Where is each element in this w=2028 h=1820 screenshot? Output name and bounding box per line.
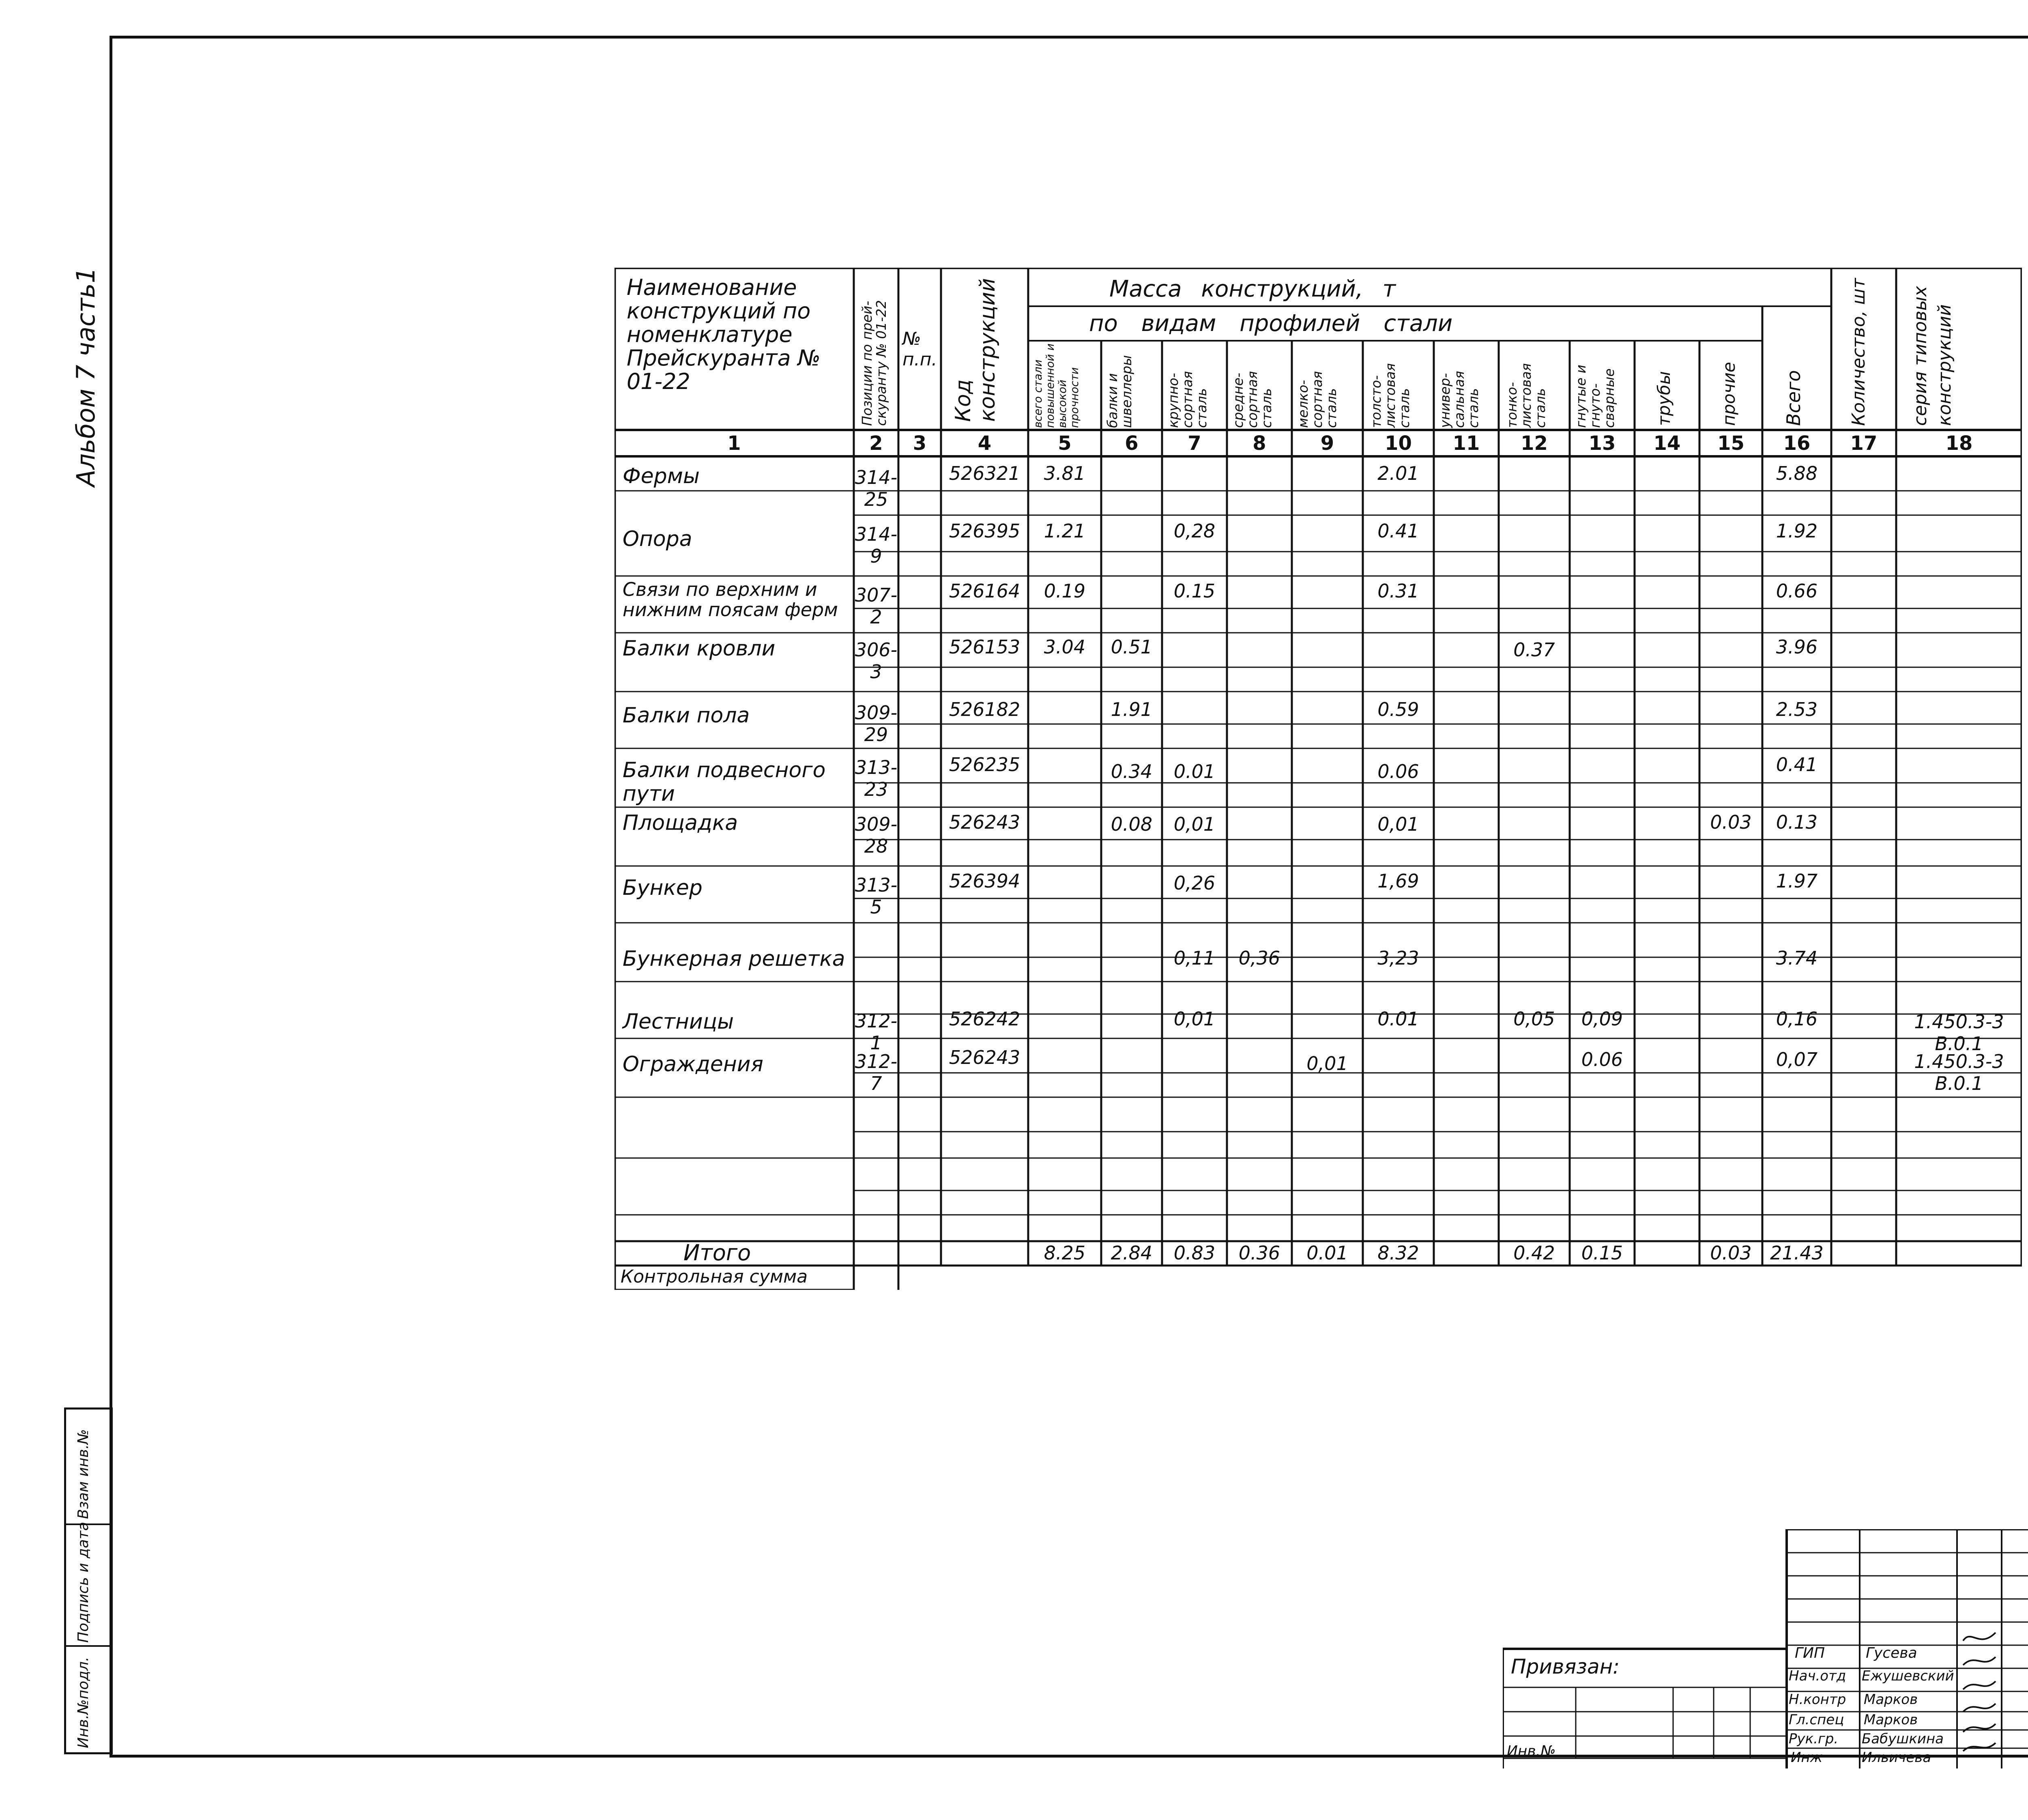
row-c16: 0,07: [1776, 1049, 1818, 1070]
role-name: Бабушкина: [1862, 1731, 1944, 1747]
code-col-header: Код конструкций: [951, 278, 1000, 422]
profile-header: тонко-листовая сталь: [1504, 363, 1548, 428]
row-c16: 0,16: [1776, 1008, 1818, 1030]
col-number: 17: [1850, 432, 1878, 455]
album-note: Альбом 7 часть1: [71, 267, 101, 487]
mass-table: [614, 268, 2022, 1290]
total-c8: 0.36: [1238, 1242, 1280, 1264]
role-label: Н.контр: [1789, 1691, 1846, 1708]
total-label: Итого: [683, 1240, 751, 1266]
row-c12: 0,05: [1513, 1008, 1555, 1030]
row-name: Балки подвесного пути: [623, 758, 826, 806]
row-pos: 314-25: [855, 466, 898, 510]
row-pos: 312-1: [855, 1010, 898, 1054]
row-c9: 0,01: [1306, 1053, 1348, 1074]
row-pos: 313-23: [855, 756, 898, 800]
row-name: Площадка: [623, 811, 738, 835]
row-c10: 0,01: [1377, 813, 1419, 835]
row-c18: 1.450.3-3 В.0.1: [1914, 1051, 2004, 1094]
by-profile-title: по видам профилей стали: [1089, 310, 1453, 337]
row-c10: 0.41: [1377, 520, 1419, 542]
row-code: 526182: [949, 698, 1020, 720]
col-number: 18: [1945, 432, 1973, 455]
row-pos: 309-28: [855, 813, 898, 857]
row-c13: 0,09: [1581, 1008, 1623, 1030]
name-col-header: Наименование конструкций по номенклатуре Прейскуранта № 01-22: [627, 275, 821, 394]
col-number: 1: [727, 432, 741, 455]
row-c16: 2.53: [1776, 698, 1818, 720]
col-number: 3: [913, 432, 927, 455]
row-c10: 0.06: [1377, 761, 1419, 782]
side-stamp-cell: Подпись и дата: [66, 1525, 111, 1647]
row-c10: 0.31: [1377, 580, 1419, 602]
row-c12: 0.37: [1513, 639, 1555, 661]
role-label: Рук.гр.: [1789, 1731, 1839, 1747]
privyazan-label: Привязан:: [1511, 1655, 1620, 1678]
row-c18: 1.450.3-3 В.0.1: [1914, 1011, 2004, 1055]
row-code: 526242: [949, 1008, 1020, 1030]
row-code: 526235: [949, 754, 1020, 776]
row-c7: 0,26: [1173, 872, 1216, 894]
row-c16: 3.74: [1776, 947, 1818, 969]
row-c7: 0,01: [1173, 1008, 1216, 1030]
row-c16: 0.66: [1776, 580, 1818, 602]
row-c5: 0.19: [1044, 580, 1086, 602]
col-number: 9: [1320, 432, 1334, 455]
row-c16: 1.92: [1776, 520, 1818, 542]
total-c13: 0.15: [1581, 1242, 1623, 1264]
col-number: 12: [1521, 432, 1548, 455]
profile-header: трубы: [1654, 371, 1674, 426]
total-c15: 0.03: [1710, 1242, 1752, 1264]
total-c12: 0.42: [1513, 1242, 1555, 1264]
row-c7: 0,11: [1173, 947, 1216, 969]
row-code: 526243: [949, 811, 1020, 833]
side-stamp-cell: Инв.№подл.: [75, 1657, 92, 1748]
row-c6: 1.91: [1111, 698, 1153, 720]
profile-header: крупно-сортная сталь: [1165, 371, 1209, 428]
row-c10: 2.01: [1377, 462, 1419, 484]
row-c16: 0.41: [1776, 754, 1818, 776]
col-number: 13: [1588, 432, 1616, 455]
row-c16: 0.13: [1776, 811, 1818, 833]
title-block-grid: [1503, 1529, 2028, 1768]
role-name: Марков: [1864, 1712, 1918, 1728]
row-name: Бункерная решетка: [623, 947, 845, 971]
col-number: 4: [977, 432, 992, 455]
side-stamp: [64, 1407, 113, 1754]
row-code: 526395: [949, 520, 1020, 542]
role-label: Инж: [1791, 1749, 1823, 1766]
row-c7: 0.15: [1173, 580, 1216, 602]
row-code: 526321: [949, 462, 1020, 484]
profile-header: балки и швеллеры: [1104, 355, 1134, 428]
row-pos: 313-5: [855, 874, 898, 918]
checksum-label: Контрольная сумма: [621, 1266, 808, 1287]
total-c6: 2.84: [1111, 1242, 1153, 1264]
row-pos: 306-3: [855, 639, 898, 683]
col-number: 16: [1783, 432, 1811, 455]
row-name: Связи по верхним и нижним поясам ферм: [623, 578, 838, 621]
row-c16: 5.88: [1776, 462, 1818, 484]
row-code: 526164: [949, 580, 1020, 602]
total-c7: 0.83: [1173, 1242, 1216, 1264]
col-number: 15: [1717, 432, 1744, 455]
total-c16: 21.43: [1770, 1242, 1824, 1264]
row-name: Ограждения: [623, 1052, 763, 1077]
role-label: ГИП: [1795, 1645, 1825, 1661]
row-c5: 3.04: [1044, 636, 1086, 658]
col-number: 10: [1385, 432, 1412, 455]
profile-header: средне-сортная сталь: [1230, 371, 1274, 428]
profile-header: толсто-листовая сталь: [1368, 363, 1412, 428]
row-name: Опора: [623, 527, 692, 551]
row-c8: 0,36: [1238, 947, 1280, 969]
num-col-header: № п.п.: [902, 329, 937, 370]
row-pos: 309-29: [855, 702, 898, 746]
row-name: Бункер: [623, 876, 702, 900]
role-name: Ильичева: [1862, 1749, 1931, 1766]
total-c10: 8.32: [1377, 1242, 1419, 1264]
role-name: Гусева: [1866, 1645, 1917, 1661]
row-name: Фермы: [623, 464, 700, 488]
row-code: 526153: [949, 636, 1020, 658]
row-c10: 0.01: [1377, 1008, 1419, 1030]
row-c13: 0.06: [1581, 1049, 1623, 1070]
row-pos: 307-2: [855, 584, 898, 628]
col-number: 5: [1058, 432, 1072, 455]
role-label: Нач.отд: [1789, 1668, 1846, 1684]
row-c7: 0,28: [1173, 520, 1216, 542]
role-name: Марков: [1864, 1691, 1918, 1708]
row-c16: 1.97: [1776, 870, 1818, 892]
row-c7: 0.01: [1173, 761, 1216, 782]
title-block: [1503, 1529, 2028, 1768]
side-stamp-cell: Взам инв.№: [66, 1410, 111, 1525]
profile-header: всего стали повышенной и высокой прочности: [1032, 343, 1081, 428]
total-c5: 8.25: [1044, 1242, 1086, 1264]
row-c16: 3.96: [1776, 636, 1818, 658]
total-col-header: Всего: [1783, 370, 1805, 426]
profile-header: универ-сальная сталь: [1437, 371, 1481, 428]
role-name: Ежушевский: [1862, 1668, 1954, 1684]
qty-col-header: Количество, шт: [1848, 278, 1869, 426]
col-number: 11: [1452, 432, 1480, 455]
row-code: 526394: [949, 870, 1020, 892]
row-c10: 3,23: [1377, 947, 1419, 969]
col-number: 7: [1188, 432, 1201, 455]
mass-title: Масса конструкций, т: [1109, 276, 1396, 302]
row-name: Балки кровли: [623, 636, 776, 661]
row-c5: 3.81: [1044, 462, 1086, 484]
row-pos: 314-9: [855, 523, 898, 567]
inv-label: Инв.№: [1507, 1743, 1556, 1760]
row-c10: 0.59: [1377, 698, 1419, 720]
row-c6: 0.51: [1111, 636, 1153, 658]
col-number: 8: [1252, 432, 1266, 455]
row-code: 526243: [949, 1046, 1020, 1068]
row-pos: 312-7: [855, 1051, 898, 1094]
col-number: 6: [1125, 432, 1139, 455]
row-c5: 1.21: [1044, 520, 1086, 542]
role-label: Гл.спец: [1789, 1712, 1844, 1728]
row-name: Балки пола: [623, 703, 750, 728]
profile-header: мелко-сортная сталь: [1295, 371, 1339, 428]
series-col-header: серия типовых конструкций: [1910, 286, 1955, 426]
signatures: [1959, 1624, 2000, 1758]
profile-header: прочие: [1719, 362, 1739, 426]
position-col-header: Позиции по прей-скуранту № 01-22: [859, 300, 889, 426]
row-name: Лестницы: [623, 1010, 734, 1034]
col-number: 14: [1653, 432, 1681, 455]
row-c15: 0.03: [1710, 811, 1752, 833]
row-c7: 0,01: [1173, 813, 1216, 835]
profile-header: гнутые и гнуто-сварные: [1573, 365, 1617, 428]
row-c6: 0.34: [1111, 761, 1153, 782]
row-c10: 1,69: [1377, 870, 1419, 892]
col-number: 2: [869, 432, 883, 455]
total-c9: 0.01: [1306, 1242, 1348, 1264]
row-c6: 0.08: [1111, 813, 1153, 835]
